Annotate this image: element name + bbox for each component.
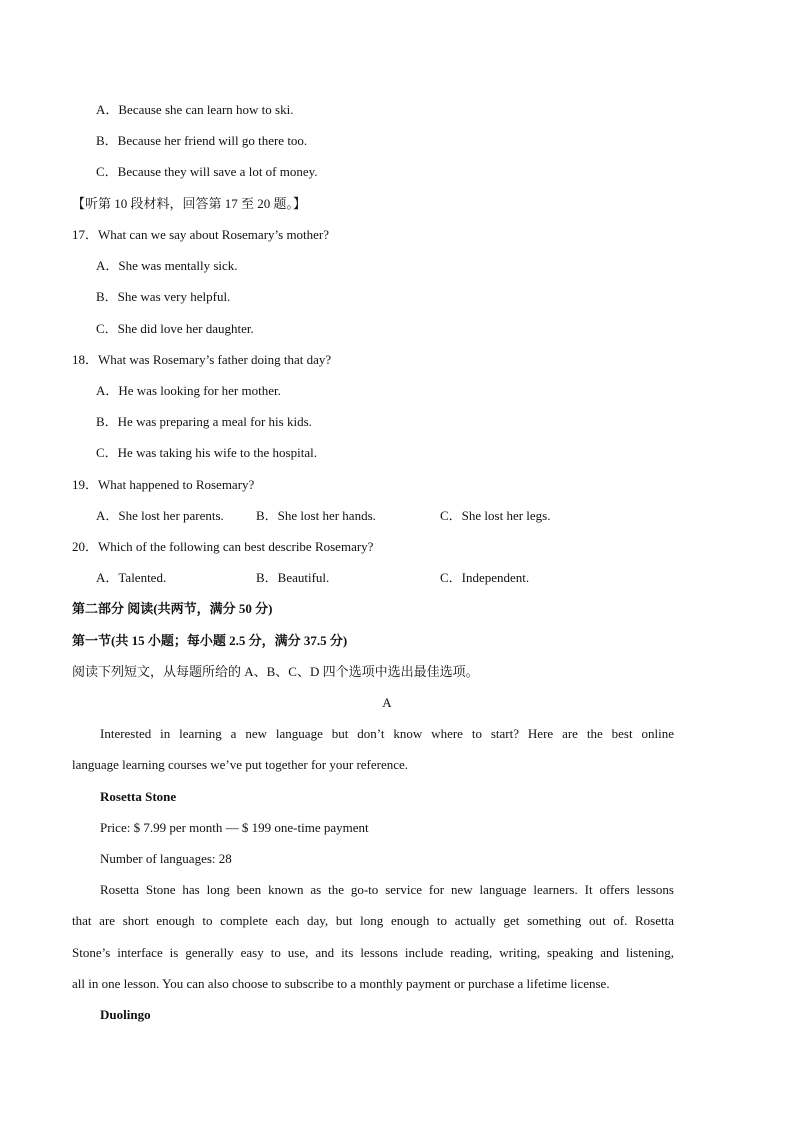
question-17: 17．What can we say about Rosemary’s mother? bbox=[72, 227, 330, 242]
q18-option-c: C．He was taking his wife to the hospital. bbox=[96, 445, 317, 460]
rosetta-desc-line-3: Stone’s interface is generally easy to use, and its lessons include reading, writing, speaking and listening, bbox=[72, 945, 674, 960]
part2-title: 第二部分 阅读(共两节，满分 50 分) bbox=[72, 601, 273, 616]
intro-line-1: Interested in learning a new language but don’t know where to start? Here are the best online bbox=[100, 726, 674, 741]
reading-instruction: 阅读下列短文，从每题所给的 A、B、C、D 四个选项中选出最佳选项。 bbox=[72, 664, 479, 679]
q20-option-a: A．Talented. bbox=[96, 570, 167, 585]
q20-option-c: C．Independent. bbox=[440, 570, 530, 585]
q19-option-c: C．She lost her legs. bbox=[440, 508, 551, 523]
intro-line-2: language learning courses we’ve put together for your reference. bbox=[72, 757, 409, 772]
rosetta-desc-line-2: that are short enough to complete each day, but long enough to actually get something out of. Rosetta bbox=[72, 913, 674, 928]
q18-option-a: A．He was looking for her mother. bbox=[96, 383, 281, 398]
q17-option-c: C．She did love her daughter. bbox=[96, 321, 254, 336]
rosetta-desc-line-1: Rosetta Stone has long been known as the go-to service for new language learners. It offers lessons bbox=[100, 882, 674, 897]
q20-option-b: B．Beautiful. bbox=[256, 570, 330, 585]
passage-label: A bbox=[382, 695, 392, 710]
question-19: 19．What happened to Rosemary? bbox=[72, 477, 255, 492]
rosetta-desc-line-4: all in one lesson. You can also choose to subscribe to a monthly payment or purchase a lifetime license. bbox=[72, 976, 610, 991]
q18-option-b: B．He was preparing a meal for his kids. bbox=[96, 414, 312, 429]
option-b: B．Because her friend will go there too. bbox=[96, 133, 308, 148]
option-c: C．Because they will save a lot of money. bbox=[96, 164, 318, 179]
option-a: A．Because she can learn how to ski. bbox=[96, 102, 294, 117]
q19-option-a: A．She lost her parents. bbox=[96, 508, 224, 523]
rosetta-stone-heading: Rosetta Stone bbox=[100, 789, 177, 804]
q17-option-a: A．She was mentally sick. bbox=[96, 258, 238, 273]
question-18: 18．What was Rosemary’s father doing that day? bbox=[72, 352, 332, 367]
rosetta-price: Price: $ 7.99 per month — $ 199 one-time payment bbox=[100, 820, 369, 835]
q19-option-b: B．She lost her hands. bbox=[256, 508, 376, 523]
duolingo-heading: Duolingo bbox=[100, 1007, 151, 1022]
question-20: 20．Which of the following can best describe Rosemary? bbox=[72, 539, 374, 554]
section-instruction: 【听第 10 段材料，回答第 17 至 20 题。】 bbox=[72, 196, 307, 211]
rosetta-languages: Number of languages: 28 bbox=[100, 851, 232, 866]
section1-title: 第一节(共 15 小题；每小题 2.5 分，满分 37.5 分) bbox=[72, 633, 348, 648]
q17-option-b: B．She was very helpful. bbox=[96, 289, 231, 304]
